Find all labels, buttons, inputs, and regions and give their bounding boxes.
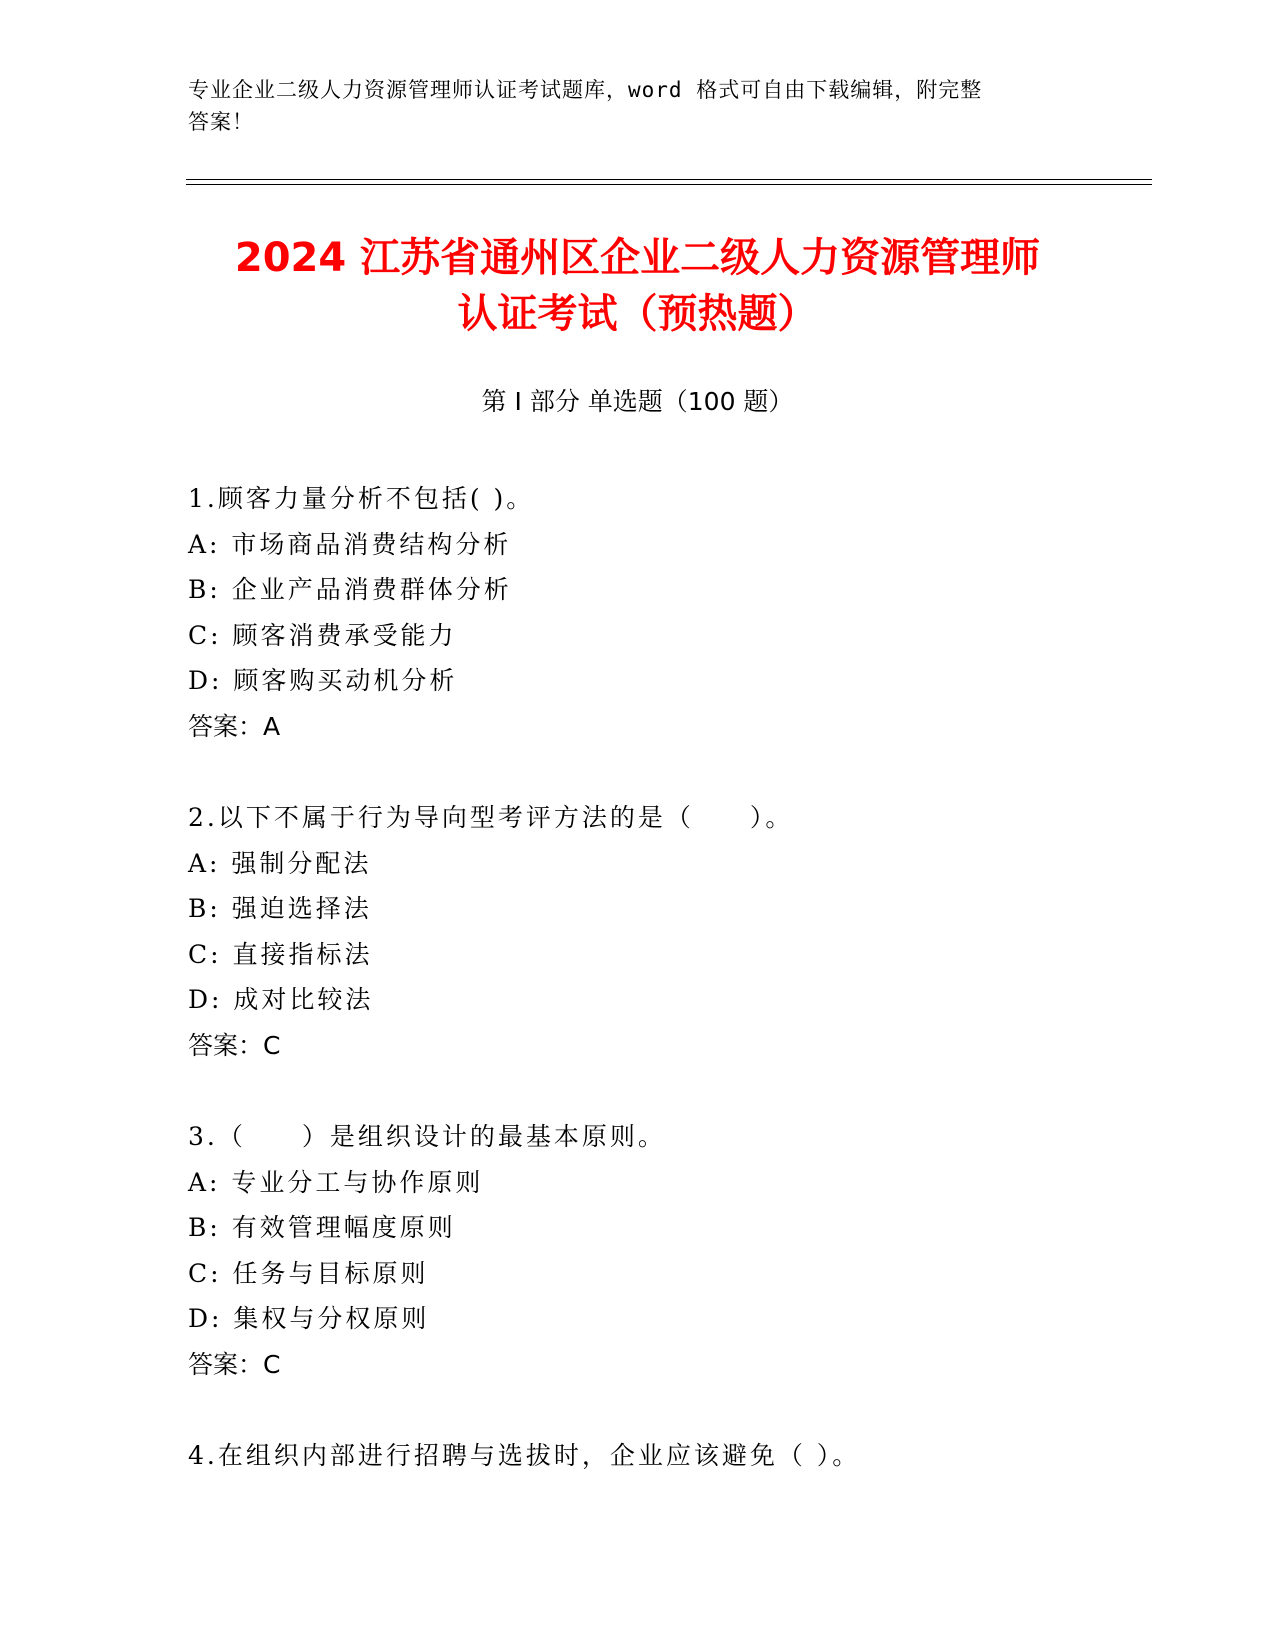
- option-a: A: 市场商品消费结构分析: [188, 529, 512, 559]
- question-stem: 1.顾客力量分析不包括( )。: [188, 484, 535, 513]
- document-title: [150, 230, 1125, 342]
- answer: 答案：A: [188, 711, 281, 741]
- section-heading: 第 I 部分 单选题（100 题）: [481, 387, 794, 416]
- option-d: D: 成对比较法: [188, 985, 374, 1014]
- option-d: D: 顾客购买动机分析: [188, 666, 458, 695]
- option-a: A: 强制分配法: [188, 848, 372, 878]
- option-a: A: 专业分工与协作原则: [188, 1167, 484, 1197]
- header-note: [188, 74, 1068, 138]
- question-3: [188, 1114, 1148, 1387]
- header-note-line-2: 答案！: [188, 110, 254, 134]
- document-title-line-2: 认证考试（预热题）: [457, 291, 818, 337]
- question-stem: 4.在组织内部进行招聘与选拔时，企业应该避免（ ）。: [188, 1441, 861, 1470]
- header-divider-top: [186, 179, 1152, 180]
- option-c: C: 直接指标法: [188, 939, 373, 969]
- option-b: B: 强迫选择法: [188, 894, 372, 923]
- option-b: B: 企业产品消费群体分析: [188, 575, 512, 604]
- question-stem: 2.以下不属于行为导向型考评方法的是（ ）。: [188, 803, 794, 832]
- question-1: [188, 476, 1148, 749]
- answer: 答案：C: [188, 1030, 281, 1060]
- header-divider-bottom: [186, 184, 1152, 185]
- document-title-line-1: 2024 江苏省通州区企业二级人力资源管理师: [234, 235, 1041, 281]
- question-2: [188, 795, 1148, 1068]
- question-4: [188, 1433, 1148, 1479]
- option-c: C: 任务与目标原则: [188, 1258, 429, 1288]
- header-note-line-1: 专业企业二级人力资源管理师认证考试题库，word 格式可自由下载编辑，附完整: [188, 78, 983, 102]
- option-d: D: 集权与分权原则: [188, 1304, 430, 1333]
- option-c: C: 顾客消费承受能力: [188, 620, 457, 650]
- option-b: B: 有效管理幅度原则: [188, 1213, 456, 1242]
- question-stem: 3.（ ）是组织设计的最基本原则。: [188, 1122, 666, 1151]
- answer: 答案：C: [188, 1349, 281, 1379]
- question-list: [188, 476, 1148, 1525]
